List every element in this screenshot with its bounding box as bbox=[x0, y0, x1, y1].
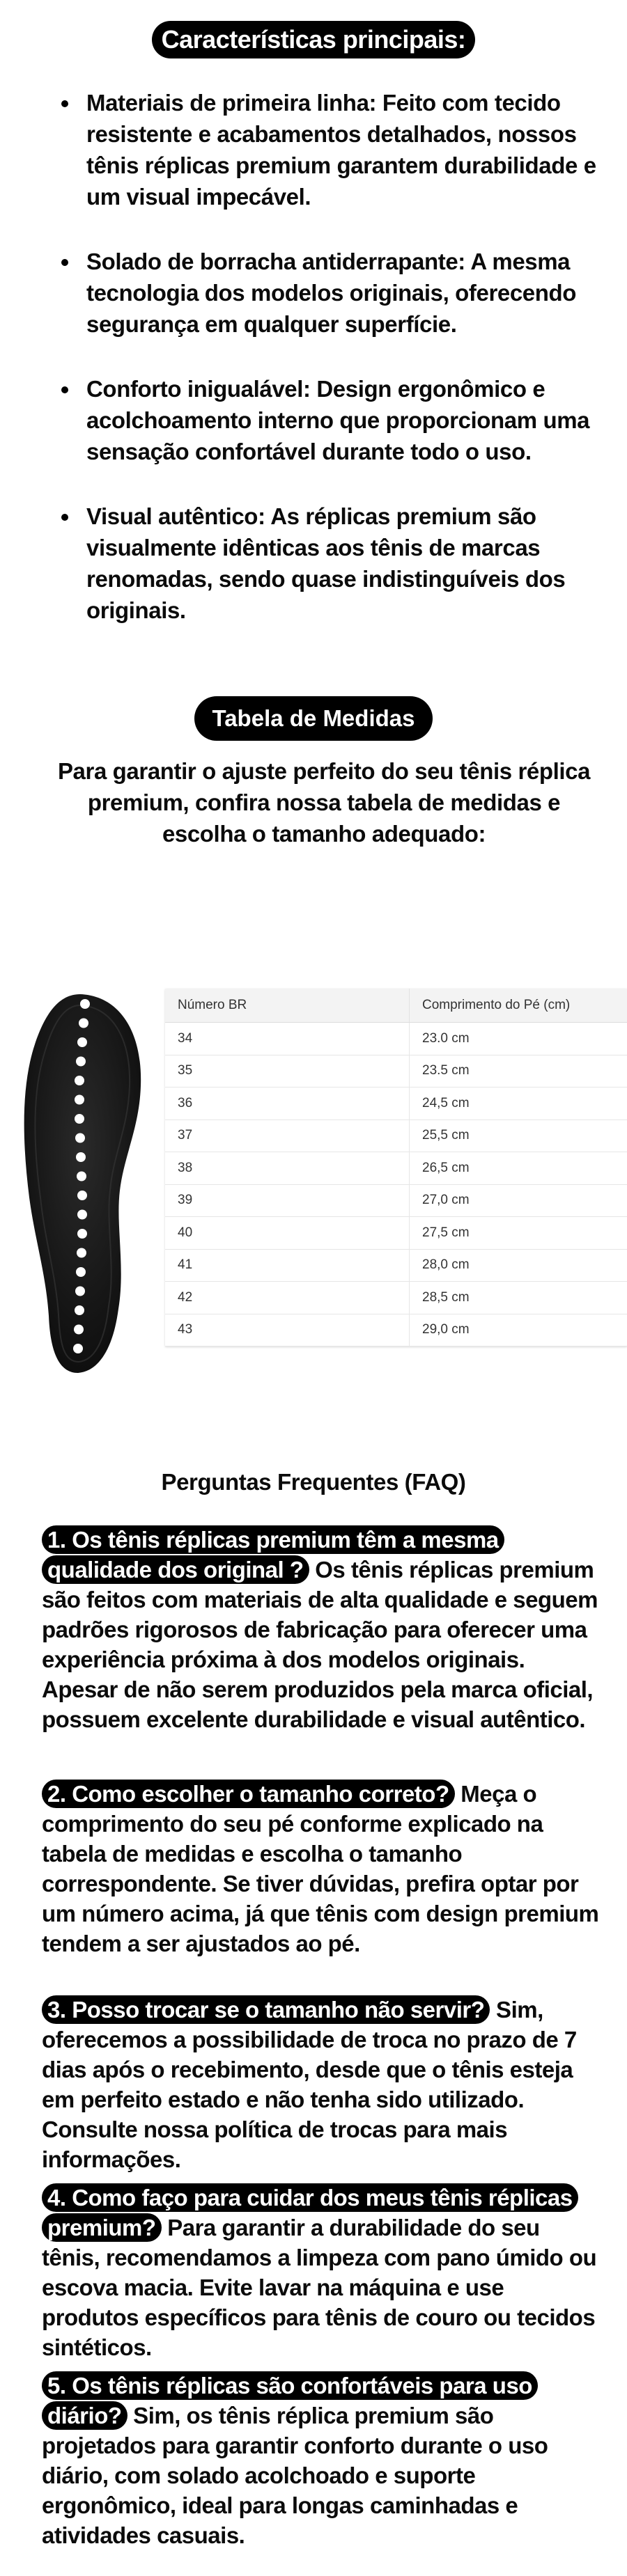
length-cell: 27,0 cm bbox=[410, 1184, 627, 1217]
size-table-header-row bbox=[165, 989, 627, 1023]
length-cell: 27,5 cm bbox=[410, 1217, 627, 1250]
insole-dot bbox=[77, 1229, 87, 1239]
faq-item bbox=[42, 1995, 599, 2174]
faq-item bbox=[42, 1779, 599, 1958]
size-br-cell: 34 bbox=[165, 1023, 410, 1055]
insole-dot bbox=[74, 1325, 84, 1335]
size-table bbox=[165, 989, 627, 1346]
insole-dot bbox=[77, 1248, 86, 1258]
table-row bbox=[165, 1314, 627, 1346]
feature-item: Visual autêntico: As réplicas premium são visualmente idênticas aos tênis de marcas renomadas, sendo quase indistinguíveis dos originais. bbox=[49, 501, 599, 626]
faq-answer: Sim, os tênis réplica premium são projetados para garantir conforto durante o uso diário, com solado acolchoado e suporte ergonômico, ideal para longas caminhadas e atividades casuais. bbox=[42, 2403, 548, 2548]
length-cell: 24,5 cm bbox=[410, 1087, 627, 1120]
insole-dot bbox=[75, 1076, 84, 1085]
table-row bbox=[165, 1087, 627, 1120]
table-row bbox=[165, 1217, 627, 1250]
faq-question: 3. Posso trocar se o tamanho não servir? bbox=[42, 1995, 490, 2024]
sizes-intro: Para garantir o ajuste perfeito do seu tênis réplica premium, confira nossa tabela de medidas e escolha o tamanho adequado: bbox=[57, 758, 591, 847]
size-br-cell: 35 bbox=[165, 1055, 410, 1087]
size-br-cell: 36 bbox=[165, 1087, 410, 1120]
insole-dot bbox=[75, 1133, 85, 1143]
insole-dot bbox=[75, 1305, 84, 1315]
insole-dot bbox=[75, 1114, 84, 1124]
insole-dot bbox=[77, 1191, 87, 1200]
faq-title: Perguntas Frequentes (FAQ) bbox=[161, 1469, 466, 1495]
insole-dot bbox=[77, 1037, 87, 1047]
column-header: Número BR bbox=[165, 989, 410, 1023]
column-header: Comprimento do Pé (cm) bbox=[410, 989, 627, 1023]
faq-question: 4. Como faço para cuidar dos meus tênis réplicas premium? bbox=[42, 2183, 578, 2242]
size-br-cell: 39 bbox=[165, 1184, 410, 1217]
faq-answer: Para garantir a durabilidade do seu tênis, recomendamos a limpeza com pano úmido ou escova macia. Evite lavar na máquina e use produtos específicos para tênis de couro ou tecidos sintéticos. bbox=[42, 2215, 597, 2360]
size-br-cell: 43 bbox=[165, 1314, 410, 1346]
faq-question: 1. Os tênis réplicas premium têm a mesma qualidade dos original ? bbox=[42, 1525, 504, 1584]
table-row bbox=[165, 1152, 627, 1185]
faq-item bbox=[42, 2371, 599, 2550]
faq-answer: Os tênis réplicas premium são feitos com materiais de alta qualidade e seguem padrões rigorosos de fabricação para oferecer uma experiência próxima à dos modelos originais. Apesar de não serem produzidos pela marca oficial, possuem excelente durabilidade e visual autêntico. bbox=[42, 1557, 598, 1732]
table-row bbox=[165, 1184, 627, 1217]
insole-dot bbox=[77, 1210, 87, 1220]
insole-dot bbox=[77, 1172, 86, 1181]
table-row bbox=[165, 1282, 627, 1314]
insole-dot bbox=[76, 1057, 86, 1067]
sizes-heading bbox=[0, 696, 627, 741]
insole-dot bbox=[80, 999, 90, 1009]
feature-item: Solado de borracha antiderrapante: A mesma tecnologia dos modelos originais, oferecendo segurança em qualquer superfície. bbox=[49, 246, 599, 340]
page-title: Características principais: bbox=[152, 21, 476, 58]
insole-dot bbox=[75, 1287, 85, 1296]
insole-image bbox=[14, 989, 153, 1379]
feature-item: Conforto inigualável: Design ergonômico e acolchoamento interno que proporcionam uma sensação confortável durante todo o uso. bbox=[49, 373, 599, 467]
length-cell: 23.5 cm bbox=[410, 1055, 627, 1087]
faq-answer: Meça o comprimento do seu pé conforme explicado na tabela de medidas e escolha o tamanho correspondente. Se tiver dúvidas, prefira optar por um número acima, já que tênis com design premium tendem a ser ajustados ao pé. bbox=[42, 1781, 599, 1956]
faq-item bbox=[42, 1525, 599, 1734]
insole-dot bbox=[76, 1267, 86, 1277]
sizes-title: Tabela de Medidas bbox=[194, 696, 433, 741]
insole-dot bbox=[76, 1152, 86, 1162]
faq-answer: Sim, oferecemos a possibilidade de troca no prazo de 7 dias após o recebimento, desde que o tênis esteja em perfeito estado e não tenha sido utilizado. Consulte nossa política de trocas para mais informações. bbox=[42, 1997, 577, 2172]
faq-item bbox=[42, 2183, 599, 2362]
size-br-cell: 37 bbox=[165, 1120, 410, 1152]
size-br-cell: 42 bbox=[165, 1282, 410, 1314]
size-br-cell: 40 bbox=[165, 1217, 410, 1250]
faq-question: 2. Como escolher o tamanho correto? bbox=[42, 1780, 455, 1808]
table-row bbox=[165, 1055, 627, 1087]
features-list bbox=[49, 87, 599, 659]
insole-dot bbox=[75, 1095, 84, 1105]
size-br-cell: 38 bbox=[165, 1152, 410, 1185]
length-cell: 28,0 cm bbox=[410, 1249, 627, 1282]
length-cell: 23.0 cm bbox=[410, 1023, 627, 1055]
faq-question: 5. Os tênis réplicas são confortáveis para uso diário? bbox=[42, 2371, 538, 2430]
table-row bbox=[165, 1249, 627, 1282]
length-cell: 29,0 cm bbox=[410, 1314, 627, 1346]
insole-dot bbox=[73, 1344, 83, 1353]
table-row bbox=[165, 1120, 627, 1152]
insole-dot bbox=[79, 1019, 88, 1028]
feature-item: Materiais de primeira linha: Feito com tecido resistente e acabamentos detalhados, nossos tênis réplicas premium garantem durabilidade e um visual impecável. bbox=[49, 87, 599, 212]
length-cell: 25,5 cm bbox=[410, 1120, 627, 1152]
length-cell: 28,5 cm bbox=[410, 1282, 627, 1314]
header-section bbox=[0, 21, 627, 58]
length-cell: 26,5 cm bbox=[410, 1152, 627, 1185]
size-br-cell: 41 bbox=[165, 1249, 410, 1282]
table-row bbox=[165, 1023, 627, 1055]
